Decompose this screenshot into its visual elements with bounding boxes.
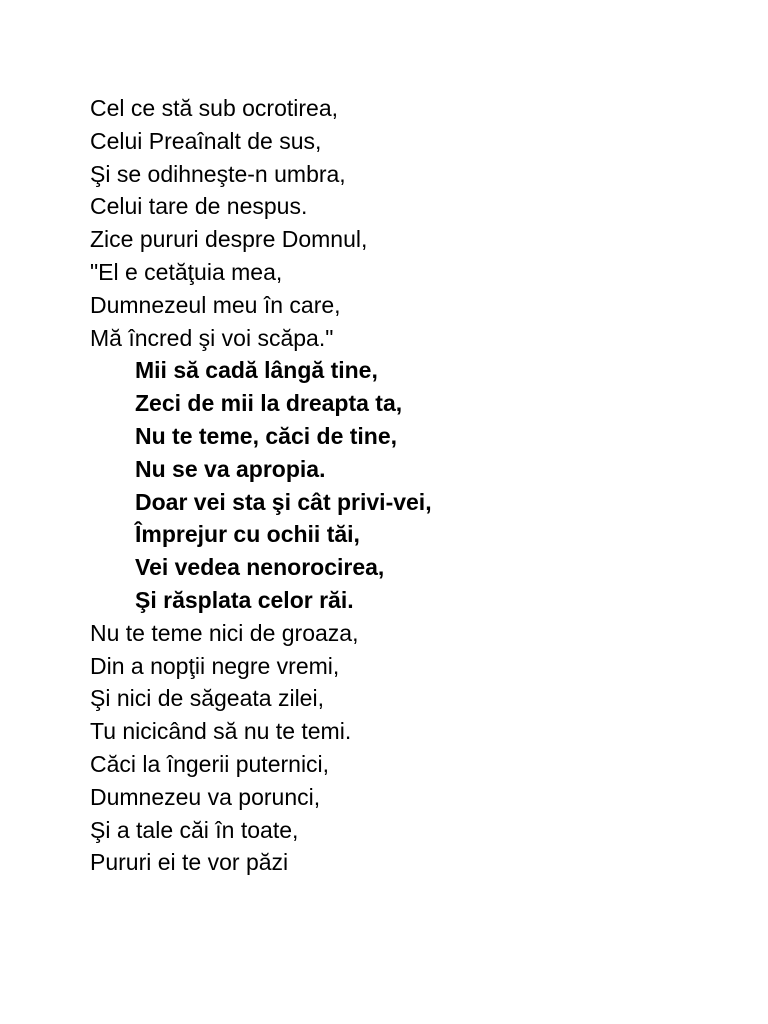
poem-line: Nu te teme, căci de tine, xyxy=(135,422,398,449)
poem-line: Cel ce stă sub ocrotirea, xyxy=(90,95,339,121)
poem-line: Pururi ei te vor păzi xyxy=(90,849,289,876)
poem-line: Celui Preaînalt de sus, xyxy=(90,127,322,154)
poem-line: Mă încred şi voi scăpa." xyxy=(90,324,334,351)
poem-line: Căci la îngerii puternici, xyxy=(90,750,330,777)
poem-line: Celui tare de nespus. xyxy=(90,193,308,220)
poem-line: Zice pururi despre Domnul, xyxy=(90,226,368,253)
stanza-3 xyxy=(90,617,432,879)
poem-line: Nu te teme nici de groaza, xyxy=(90,619,359,646)
poem-line: Nu se va apropia. xyxy=(135,455,326,482)
stanza-2-refrain xyxy=(90,354,432,616)
poem-line: Şi a tale căi în toate, xyxy=(90,816,299,843)
poem-text xyxy=(90,92,432,879)
poem-line: "El e cetăţuia mea, xyxy=(90,258,283,285)
poem-line: Din a nopţii negre vremi, xyxy=(90,652,340,679)
poem-line: Vei vedea nenorocirea, xyxy=(135,554,385,581)
poem-line: Doar vei sta şi cât privi-vei, xyxy=(135,488,432,515)
poem-line: Dumnezeul meu în care, xyxy=(90,291,341,318)
poem-line: Tu nicicând să nu te temi. xyxy=(90,718,352,745)
poem-line: Împrejur cu ochii tăi, xyxy=(135,521,360,548)
poem-line: Dumnezeu va porunci, xyxy=(90,783,321,810)
poem-line: Şi nici de săgeata zilei, xyxy=(90,685,324,712)
poem-line: Şi răsplata celor răi. xyxy=(135,586,354,613)
stanza-1 xyxy=(90,92,432,354)
poem-line: Zeci de mii la dreapta ta, xyxy=(135,390,403,417)
poem-line: Mii să cadă lângă tine, xyxy=(135,357,378,384)
poem-line: Şi se odihneşte-n umbra, xyxy=(90,160,346,187)
